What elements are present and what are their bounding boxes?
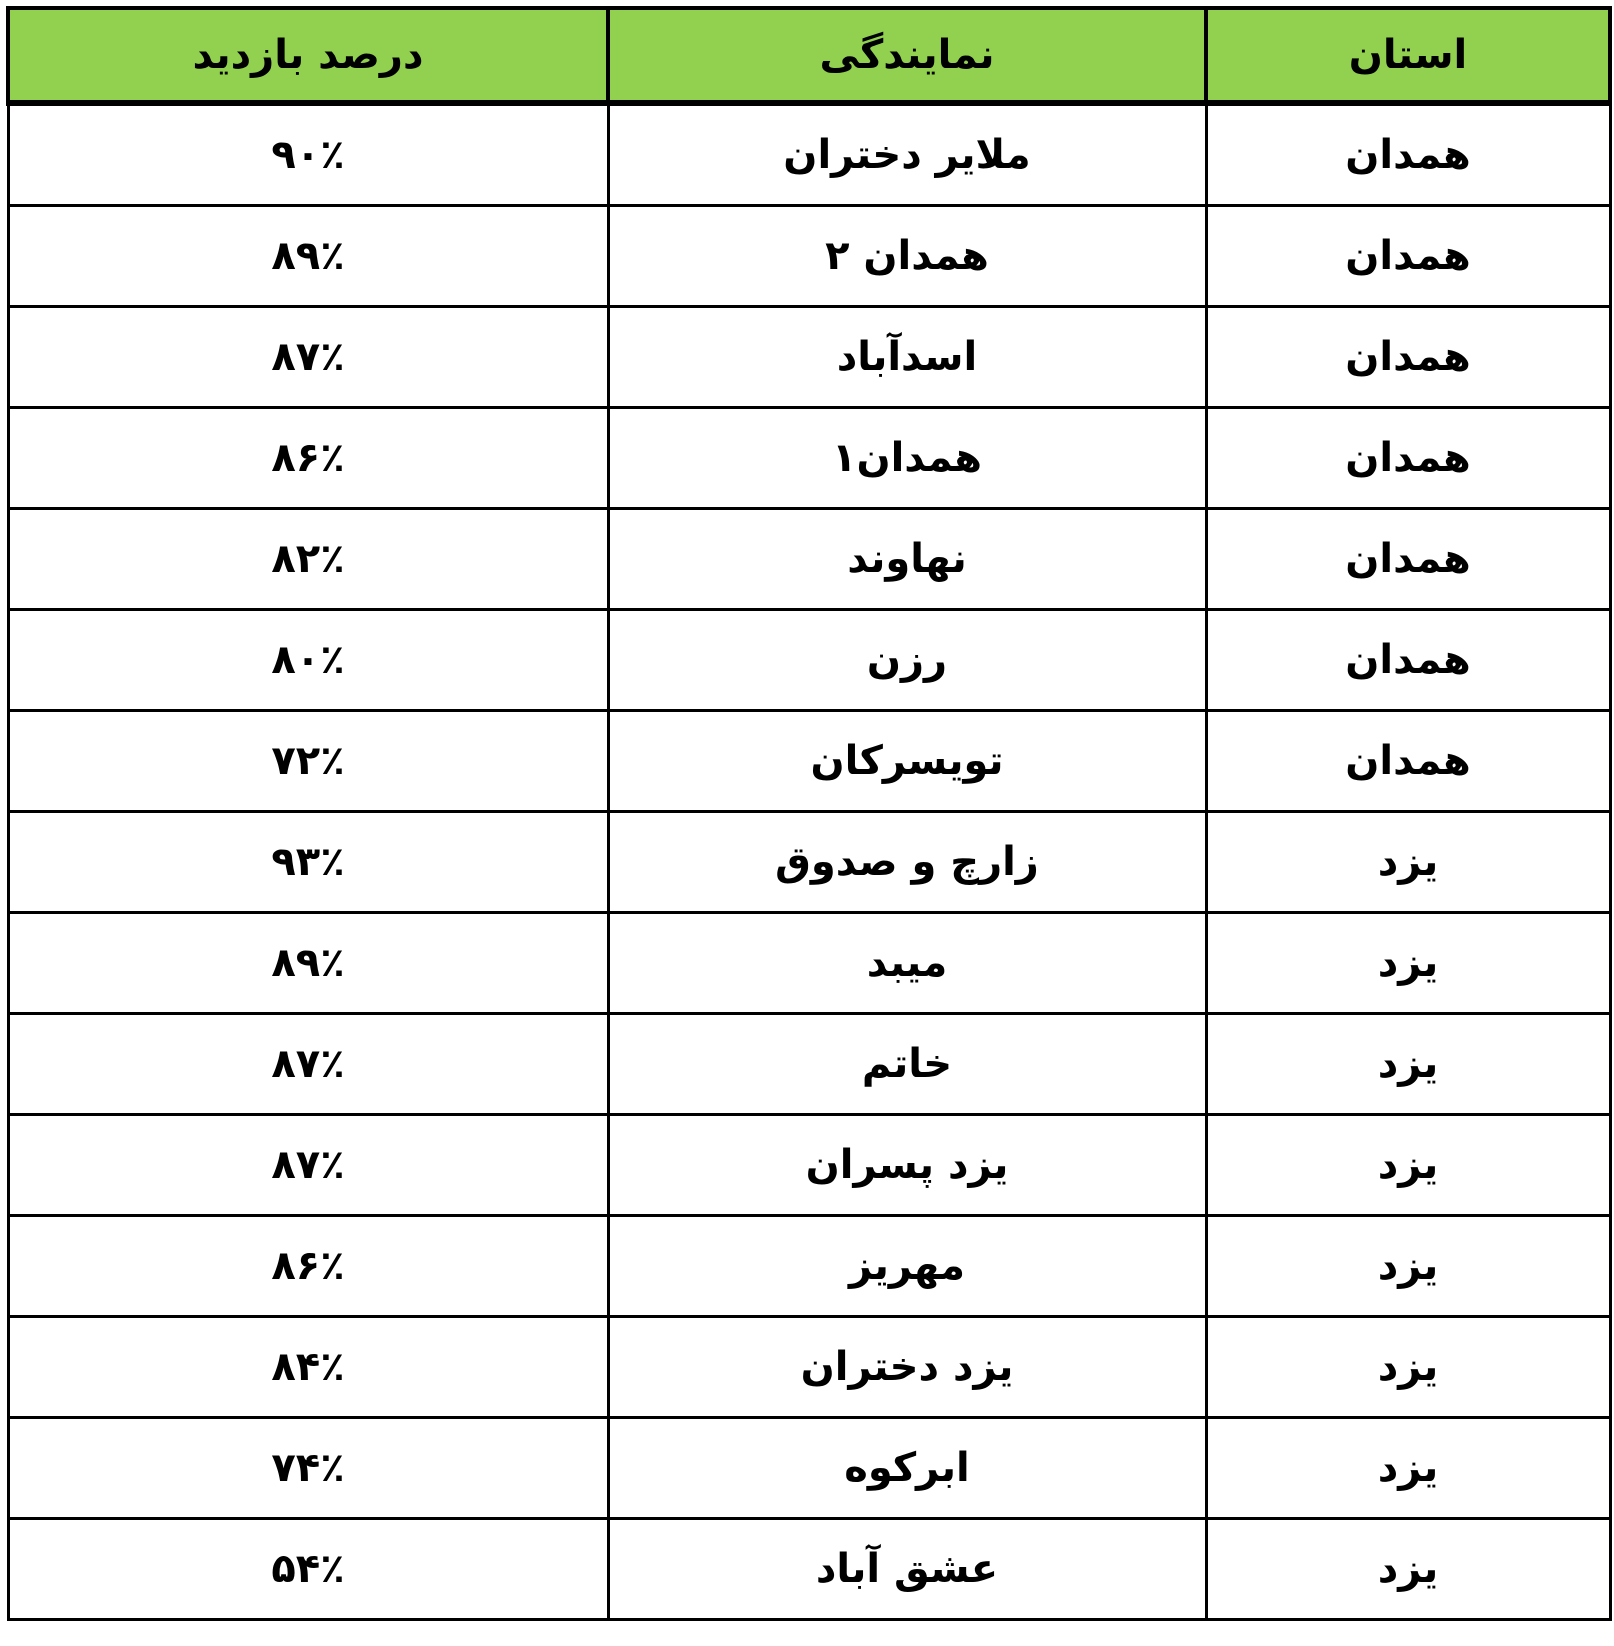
cell-province: یزد	[1206, 1115, 1610, 1216]
cell-agency: نهاوند	[608, 509, 1206, 610]
cell-province: یزد	[1206, 1519, 1610, 1620]
cell-province: همدان	[1206, 610, 1610, 711]
cell-agency: ابرکوه	[608, 1418, 1206, 1519]
cell-agency: رزن	[608, 610, 1206, 711]
table-row	[8, 1014, 1610, 1115]
cell-province: یزد	[1206, 1014, 1610, 1115]
cell-visit-percent: ۸۹٪	[8, 206, 608, 307]
cell-province: همدان	[1206, 509, 1610, 610]
cell-visit-percent: ۸۷٪	[8, 307, 608, 408]
cell-province: یزد	[1206, 1216, 1610, 1317]
visit-percent-table	[6, 6, 1612, 1621]
table-row	[8, 1418, 1610, 1519]
table-row	[8, 1216, 1610, 1317]
header-agency: نمایندگی	[608, 8, 1206, 103]
table-body	[8, 103, 1610, 1620]
cell-agency: اسدآباد	[608, 307, 1206, 408]
cell-visit-percent: ۹۳٪	[8, 812, 608, 913]
table-row	[8, 408, 1610, 509]
table-row	[8, 1317, 1610, 1418]
cell-visit-percent: ۸۷٪	[8, 1115, 608, 1216]
header-row	[8, 8, 1610, 103]
cell-agency: عشق آباد	[608, 1519, 1206, 1620]
cell-agency: خاتم	[608, 1014, 1206, 1115]
table-row	[8, 913, 1610, 1014]
cell-province: همدان	[1206, 206, 1610, 307]
cell-province: یزد	[1206, 812, 1610, 913]
cell-province: همدان	[1206, 408, 1610, 509]
cell-agency: زارچ و صدوق	[608, 812, 1206, 913]
cell-province: همدان	[1206, 711, 1610, 812]
table-row	[8, 812, 1610, 913]
cell-province: همدان	[1206, 307, 1610, 408]
cell-agency: تویسرکان	[608, 711, 1206, 812]
table-header	[8, 8, 1610, 103]
cell-province: یزد	[1206, 913, 1610, 1014]
cell-visit-percent: ۷۲٪	[8, 711, 608, 812]
cell-visit-percent: ۹۰٪	[8, 103, 608, 206]
cell-visit-percent: ۸۰٪	[8, 610, 608, 711]
cell-agency: یزد پسران	[608, 1115, 1206, 1216]
table-row	[8, 711, 1610, 812]
cell-visit-percent: ۸۴٪	[8, 1317, 608, 1418]
cell-visit-percent: ۸۶٪	[8, 1216, 608, 1317]
cell-agency: همدان۱	[608, 408, 1206, 509]
cell-province: یزد	[1206, 1418, 1610, 1519]
cell-agency: ملایر دختران	[608, 103, 1206, 206]
cell-agency: میبد	[608, 913, 1206, 1014]
cell-visit-percent: ۸۹٪	[8, 913, 608, 1014]
cell-province: یزد	[1206, 1317, 1610, 1418]
cell-visit-percent: ۸۲٪	[8, 509, 608, 610]
header-visit-percent: درصد بازدید	[8, 8, 608, 103]
cell-visit-percent: ۸۶٪	[8, 408, 608, 509]
cell-visit-percent: ۷۴٪	[8, 1418, 608, 1519]
header-province: استان	[1206, 8, 1610, 103]
cell-agency: مهریز	[608, 1216, 1206, 1317]
table-row	[8, 307, 1610, 408]
table-row	[8, 206, 1610, 307]
table-row	[8, 1519, 1610, 1620]
cell-agency: یزد دختران	[608, 1317, 1206, 1418]
cell-visit-percent: ۵۴٪	[8, 1519, 608, 1620]
cell-visit-percent: ۸۷٪	[8, 1014, 608, 1115]
cell-agency: همدان ۲	[608, 206, 1206, 307]
cell-province: همدان	[1206, 103, 1610, 206]
table-row	[8, 1115, 1610, 1216]
table-row	[8, 103, 1610, 206]
table-row	[8, 509, 1610, 610]
table-row	[8, 610, 1610, 711]
